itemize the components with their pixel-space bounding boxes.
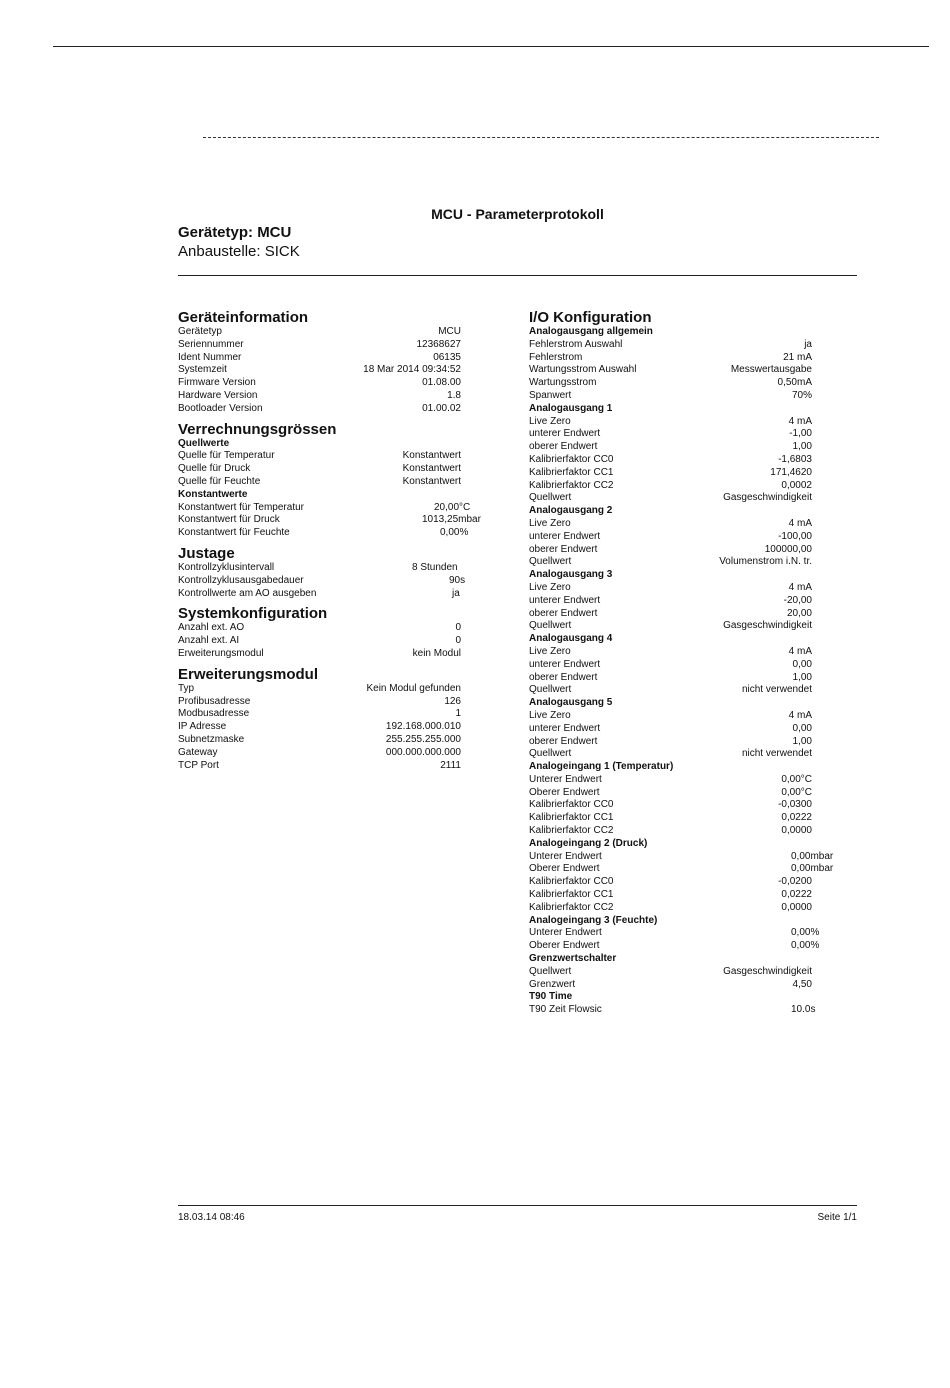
io-row — [529, 863, 839, 876]
row-label: unterer Endwert — [529, 722, 601, 734]
io-row — [529, 774, 839, 787]
info-row — [178, 734, 488, 747]
subheading-io-group — [529, 326, 839, 339]
subheading-io-group — [529, 838, 839, 851]
subheading-io-group — [529, 633, 839, 646]
row-label: Erweiterungsmodul — [178, 647, 264, 659]
row-label: Kontrollwerte am AO ausgeben — [178, 587, 317, 599]
row-value: 10.0s — [791, 1004, 816, 1016]
row-value: 21 mA — [783, 351, 812, 363]
row-value: 171,4620 — [770, 466, 812, 478]
row-label: Live Zero — [529, 517, 571, 529]
device-type: Gerätetyp: MCU — [178, 224, 292, 241]
row-label: oberer Endwert — [529, 671, 598, 683]
io-row — [529, 531, 839, 544]
io-groups — [529, 326, 839, 1017]
io-row — [529, 544, 839, 557]
quellwerte-rows — [178, 450, 488, 488]
info-row — [178, 326, 488, 339]
row-value: 4 mA — [788, 581, 812, 593]
row-value: 000.000.000.000 — [385, 746, 461, 758]
io-row — [529, 339, 839, 352]
info-row — [178, 696, 488, 709]
left-column — [178, 309, 488, 772]
row-label: Kalibrierfaktor CC1 — [529, 466, 614, 478]
row-value: Gasgeschwindigkeit — [723, 492, 812, 504]
info-row — [178, 463, 488, 476]
section-title-justage: Justage — [178, 544, 235, 562]
info-row — [178, 588, 488, 601]
row-label: Profibusadresse — [178, 695, 251, 707]
io-row — [529, 927, 839, 940]
row-label: Quelle für Temperatur — [178, 450, 275, 462]
row-label: Quelle für Feuchte — [178, 475, 261, 487]
row-value: 1,00 — [792, 671, 812, 683]
row-label: TCP Port — [178, 759, 219, 771]
row-label: unterer Endwert — [529, 594, 601, 606]
io-row — [529, 428, 839, 441]
row-value: 0,50mA — [777, 377, 812, 389]
subheading-label: Analogausgang 5 — [529, 697, 613, 709]
row-label: Live Zero — [529, 645, 571, 657]
row-label: Quellwert — [529, 492, 572, 504]
io-row — [529, 1004, 839, 1017]
io-row — [529, 736, 839, 749]
info-row — [178, 352, 488, 365]
row-label: Wartungsstrom Auswahl — [529, 364, 637, 376]
io-row — [529, 620, 839, 633]
io-row — [529, 889, 839, 902]
row-value: 100000,00 — [764, 543, 812, 555]
row-label: Kalibrierfaktor CC1 — [529, 889, 614, 901]
row-label: Quellwert — [529, 748, 572, 760]
row-value: -20,00 — [783, 594, 812, 606]
footer-date: 18.03.14 08:46 — [178, 1212, 245, 1223]
row-label: unterer Endwert — [529, 530, 601, 542]
subheading-io-group — [529, 915, 839, 928]
row-value: 0 — [455, 635, 461, 647]
row-value: 0,00% — [791, 927, 820, 939]
row-value: 90s — [449, 574, 466, 586]
subheading-konstantwerte: Konstantwerte — [178, 488, 248, 500]
io-row — [529, 518, 839, 531]
row-value: 1 — [455, 708, 461, 720]
info-row — [178, 390, 488, 403]
row-value: Konstantwert — [402, 450, 461, 462]
section-title-systemkonfiguration: Systemkonfiguration — [178, 605, 328, 623]
row-value: nicht verwendet — [741, 748, 812, 760]
subheading-io-group — [529, 761, 839, 774]
info-row — [178, 648, 488, 661]
row-label: Oberer Endwert — [529, 786, 600, 798]
info-row — [178, 377, 488, 390]
io-row — [529, 902, 839, 915]
row-label: Quellwert — [529, 965, 572, 977]
subheading-io-group — [529, 569, 839, 582]
row-value: 20,00 — [786, 607, 812, 619]
row-label: Live Zero — [529, 581, 571, 593]
row-label: T90 Zeit Flowsic — [529, 1004, 602, 1016]
row-label: Grenzwert — [529, 978, 576, 990]
row-label: Hardware Version — [178, 389, 258, 401]
row-value: -1,00 — [789, 428, 812, 440]
row-value: 0,0222 — [781, 812, 812, 824]
row-value: -1,6803 — [778, 453, 812, 465]
subheading-label: Analogausgang allgemein — [529, 326, 653, 337]
io-row — [529, 940, 839, 953]
io-row — [529, 441, 839, 454]
row-value: 01.00.02 — [422, 402, 461, 414]
io-row — [529, 467, 839, 480]
row-label: Quellwert — [529, 556, 572, 568]
row-label: Gateway — [178, 746, 218, 758]
section-title-erweiterungsmodul: Erweiterungsmodul — [178, 665, 319, 683]
section-title-io-konfiguration: I/O Konfiguration — [529, 309, 652, 326]
row-label: Kalibrierfaktor CC1 — [529, 812, 614, 824]
subheading-io-group — [529, 991, 839, 1004]
row-value: ja — [452, 587, 460, 599]
row-value: 0,00mbar — [791, 863, 834, 875]
dashed-rule — [203, 137, 879, 138]
row-value: 0,0000 — [781, 825, 812, 837]
row-label: Oberer Endwert — [529, 863, 600, 875]
row-label: oberer Endwert — [529, 543, 598, 555]
row-value: 8 Stunden — [412, 561, 458, 573]
subheading-io-group — [529, 505, 839, 518]
row-label: Kalibrierfaktor CC2 — [529, 479, 614, 491]
io-row — [529, 812, 839, 825]
row-label: Kontrollzyklusausgabedauer — [178, 574, 304, 586]
io-row — [529, 876, 839, 889]
subheading-label: Analogeingang 1 (Temperatur) — [529, 761, 674, 773]
row-value: 0,00°C — [781, 786, 812, 798]
row-label: Systemzeit — [178, 364, 227, 376]
row-label: Quellwert — [529, 684, 572, 696]
io-row — [529, 799, 839, 812]
row-label: Live Zero — [529, 415, 571, 427]
row-value: Konstantwert — [402, 475, 461, 487]
row-label: Modbusadresse — [178, 708, 250, 720]
row-label: Subnetzmaske — [178, 733, 245, 745]
info-row — [178, 562, 488, 575]
io-row — [529, 646, 839, 659]
subheading-label: Analogausgang 2 — [529, 505, 613, 517]
io-row — [529, 556, 839, 569]
row-value: 255.255.255.000 — [385, 733, 461, 745]
header-rule — [178, 275, 857, 276]
io-row — [529, 851, 839, 864]
row-value: 0,00% — [440, 527, 469, 539]
row-label: Quelle für Druck — [178, 463, 251, 475]
row-value: Konstantwert — [402, 463, 461, 475]
io-row — [529, 684, 839, 697]
row-label: Fehlerstrom Auswahl — [529, 338, 623, 350]
row-value: Gasgeschwindigkeit — [723, 620, 812, 632]
row-value: 4 mA — [788, 709, 812, 721]
row-label: Unterer Endwert — [529, 850, 602, 862]
row-label: Unterer Endwert — [529, 773, 602, 785]
row-label: oberer Endwert — [529, 735, 598, 747]
row-label: Quellwert — [529, 620, 572, 632]
row-label: Unterer Endwert — [529, 927, 602, 939]
row-value: 0 — [455, 622, 461, 634]
io-row — [529, 979, 839, 992]
row-label: Anzahl ext. AI — [178, 635, 240, 647]
row-value: nicht verwendet — [741, 684, 812, 696]
row-value: 0,0002 — [781, 479, 812, 491]
row-value: kein Modul — [412, 647, 461, 659]
io-row — [529, 787, 839, 800]
erweiterung-rows — [178, 683, 488, 773]
io-row — [529, 723, 839, 736]
row-value: -0,0200 — [778, 876, 812, 888]
row-label: unterer Endwert — [529, 428, 601, 440]
io-row — [529, 492, 839, 505]
row-label: Spanwert — [529, 389, 572, 401]
konstantwerte-rows — [178, 502, 488, 540]
document-title: MCU - Parameterprotokoll — [431, 206, 604, 222]
row-value: 0,0000 — [781, 901, 812, 913]
io-row — [529, 416, 839, 429]
row-value: 4 mA — [788, 645, 812, 657]
subheading-io-group — [529, 403, 839, 416]
io-row — [529, 659, 839, 672]
io-row — [529, 825, 839, 838]
subheading-label: Grenzwertschalter — [529, 953, 617, 965]
right-column — [529, 309, 839, 1017]
subheading-label: Analogausgang 1 — [529, 402, 613, 414]
row-label: Oberer Endwert — [529, 940, 600, 952]
section-title-geraeteinformation: Geräteinformation — [178, 309, 309, 326]
row-value: 01.08.00 — [422, 377, 461, 389]
io-row — [529, 595, 839, 608]
geraeteinfo-rows — [178, 326, 488, 416]
row-value: 0,00 — [792, 722, 812, 734]
row-value: 4 mA — [788, 415, 812, 427]
row-value: 1013,25mbar — [422, 514, 481, 526]
row-value: 70% — [791, 389, 812, 401]
row-label: Kalibrierfaktor CC0 — [529, 453, 614, 465]
row-label: IP Adresse — [178, 721, 227, 733]
site-label: Anbaustelle: SICK — [178, 243, 300, 260]
page-number: Seite 1/1 — [817, 1212, 857, 1223]
top-rule — [53, 46, 929, 47]
row-value: 4,50 — [792, 978, 812, 990]
row-label: Kalibrierfaktor CC2 — [529, 825, 614, 837]
row-value: 192.168.000.010 — [385, 721, 461, 733]
io-row — [529, 454, 839, 467]
subheading-label: Analogausgang 3 — [529, 569, 613, 581]
io-row — [529, 672, 839, 685]
info-row — [178, 364, 488, 377]
io-row — [529, 352, 839, 365]
row-value: 0,0222 — [781, 889, 812, 901]
justage-rows — [178, 562, 488, 600]
subheading-io-group — [529, 953, 839, 966]
row-label: Live Zero — [529, 709, 571, 721]
io-row — [529, 390, 839, 403]
row-label: Konstantwert für Temperatur — [178, 501, 304, 513]
row-value: 1,00 — [792, 441, 812, 453]
subheading-io-group — [529, 697, 839, 710]
row-label: Bootloader Version — [178, 402, 263, 414]
info-row — [178, 760, 488, 773]
info-row — [178, 514, 488, 527]
row-value: 18 Mar 2014 09:34:52 — [363, 364, 461, 376]
row-value: MCU — [438, 326, 461, 337]
subheading-label: Analogausgang 4 — [529, 633, 613, 645]
subheading-label: Analogeingang 2 (Druck) — [529, 837, 648, 849]
info-row — [178, 502, 488, 515]
row-value: 0,00% — [791, 940, 820, 952]
row-value: Gasgeschwindigkeit — [723, 965, 812, 977]
io-row — [529, 608, 839, 621]
section-title-verrechnungsgroessen: Verrechnungsgrössen — [178, 420, 337, 438]
row-value: -0,0300 — [778, 799, 812, 811]
io-row — [529, 364, 839, 377]
info-row — [178, 708, 488, 721]
info-row — [178, 721, 488, 734]
row-label: Kalibrierfaktor CC0 — [529, 876, 614, 888]
row-label: Anzahl ext. AO — [178, 622, 245, 634]
info-row — [178, 339, 488, 352]
info-row — [178, 527, 488, 540]
row-value: ja — [804, 338, 812, 350]
row-value: 12368627 — [416, 338, 461, 350]
row-label: Typ — [178, 682, 195, 694]
footer-rule — [178, 1205, 857, 1206]
subheading-quellwerte: Quellwerte — [178, 437, 230, 449]
row-value: 1,00 — [792, 735, 812, 747]
row-value: 0,00°C — [781, 773, 812, 785]
row-value: Volumenstrom i.N. tr. — [719, 556, 812, 568]
row-label: Seriennummer — [178, 338, 244, 350]
row-label: Ident Nummer — [178, 351, 242, 363]
row-value: 0,00mbar — [791, 850, 834, 862]
row-label: Wartungsstrom — [529, 377, 597, 389]
row-value: Messwertausgabe — [730, 364, 812, 376]
io-row — [529, 582, 839, 595]
row-label: Kontrollzyklusintervall — [178, 561, 275, 573]
row-label: Firmware Version — [178, 377, 256, 389]
info-row — [178, 450, 488, 463]
row-value: 20,00°C — [434, 501, 471, 513]
io-row — [529, 748, 839, 761]
info-row — [178, 622, 488, 635]
row-label: Kalibrierfaktor CC2 — [529, 901, 614, 913]
row-label: unterer Endwert — [529, 658, 601, 670]
info-row — [178, 635, 488, 648]
row-value: 126 — [444, 695, 461, 707]
info-row — [178, 747, 488, 760]
row-label: oberer Endwert — [529, 441, 598, 453]
systemkonfig-rows — [178, 622, 488, 660]
subheading-label: T90 Time — [529, 991, 573, 1003]
row-label: Fehlerstrom — [529, 351, 583, 363]
row-value: 4 mA — [788, 517, 812, 529]
info-row — [178, 575, 488, 588]
row-value: 06135 — [433, 351, 461, 363]
info-row — [178, 403, 488, 416]
info-row — [178, 476, 488, 489]
row-value: -100,00 — [778, 530, 812, 542]
subheading-label: Analogeingang 3 (Feuchte) — [529, 914, 658, 926]
row-value: 1.8 — [447, 389, 461, 401]
row-value: Kein Modul gefunden — [366, 682, 461, 694]
row-label: Konstantwert für Druck — [178, 514, 280, 526]
row-label: Gerätetyp — [178, 326, 222, 337]
row-label: oberer Endwert — [529, 607, 598, 619]
io-row — [529, 377, 839, 390]
row-label: Konstantwert für Feuchte — [178, 527, 290, 539]
row-label: Kalibrierfaktor CC0 — [529, 799, 614, 811]
io-row — [529, 480, 839, 493]
io-row — [529, 966, 839, 979]
info-row — [178, 683, 488, 696]
io-row — [529, 710, 839, 723]
row-value: 0,00 — [792, 658, 812, 670]
row-value: 2111 — [440, 759, 461, 771]
